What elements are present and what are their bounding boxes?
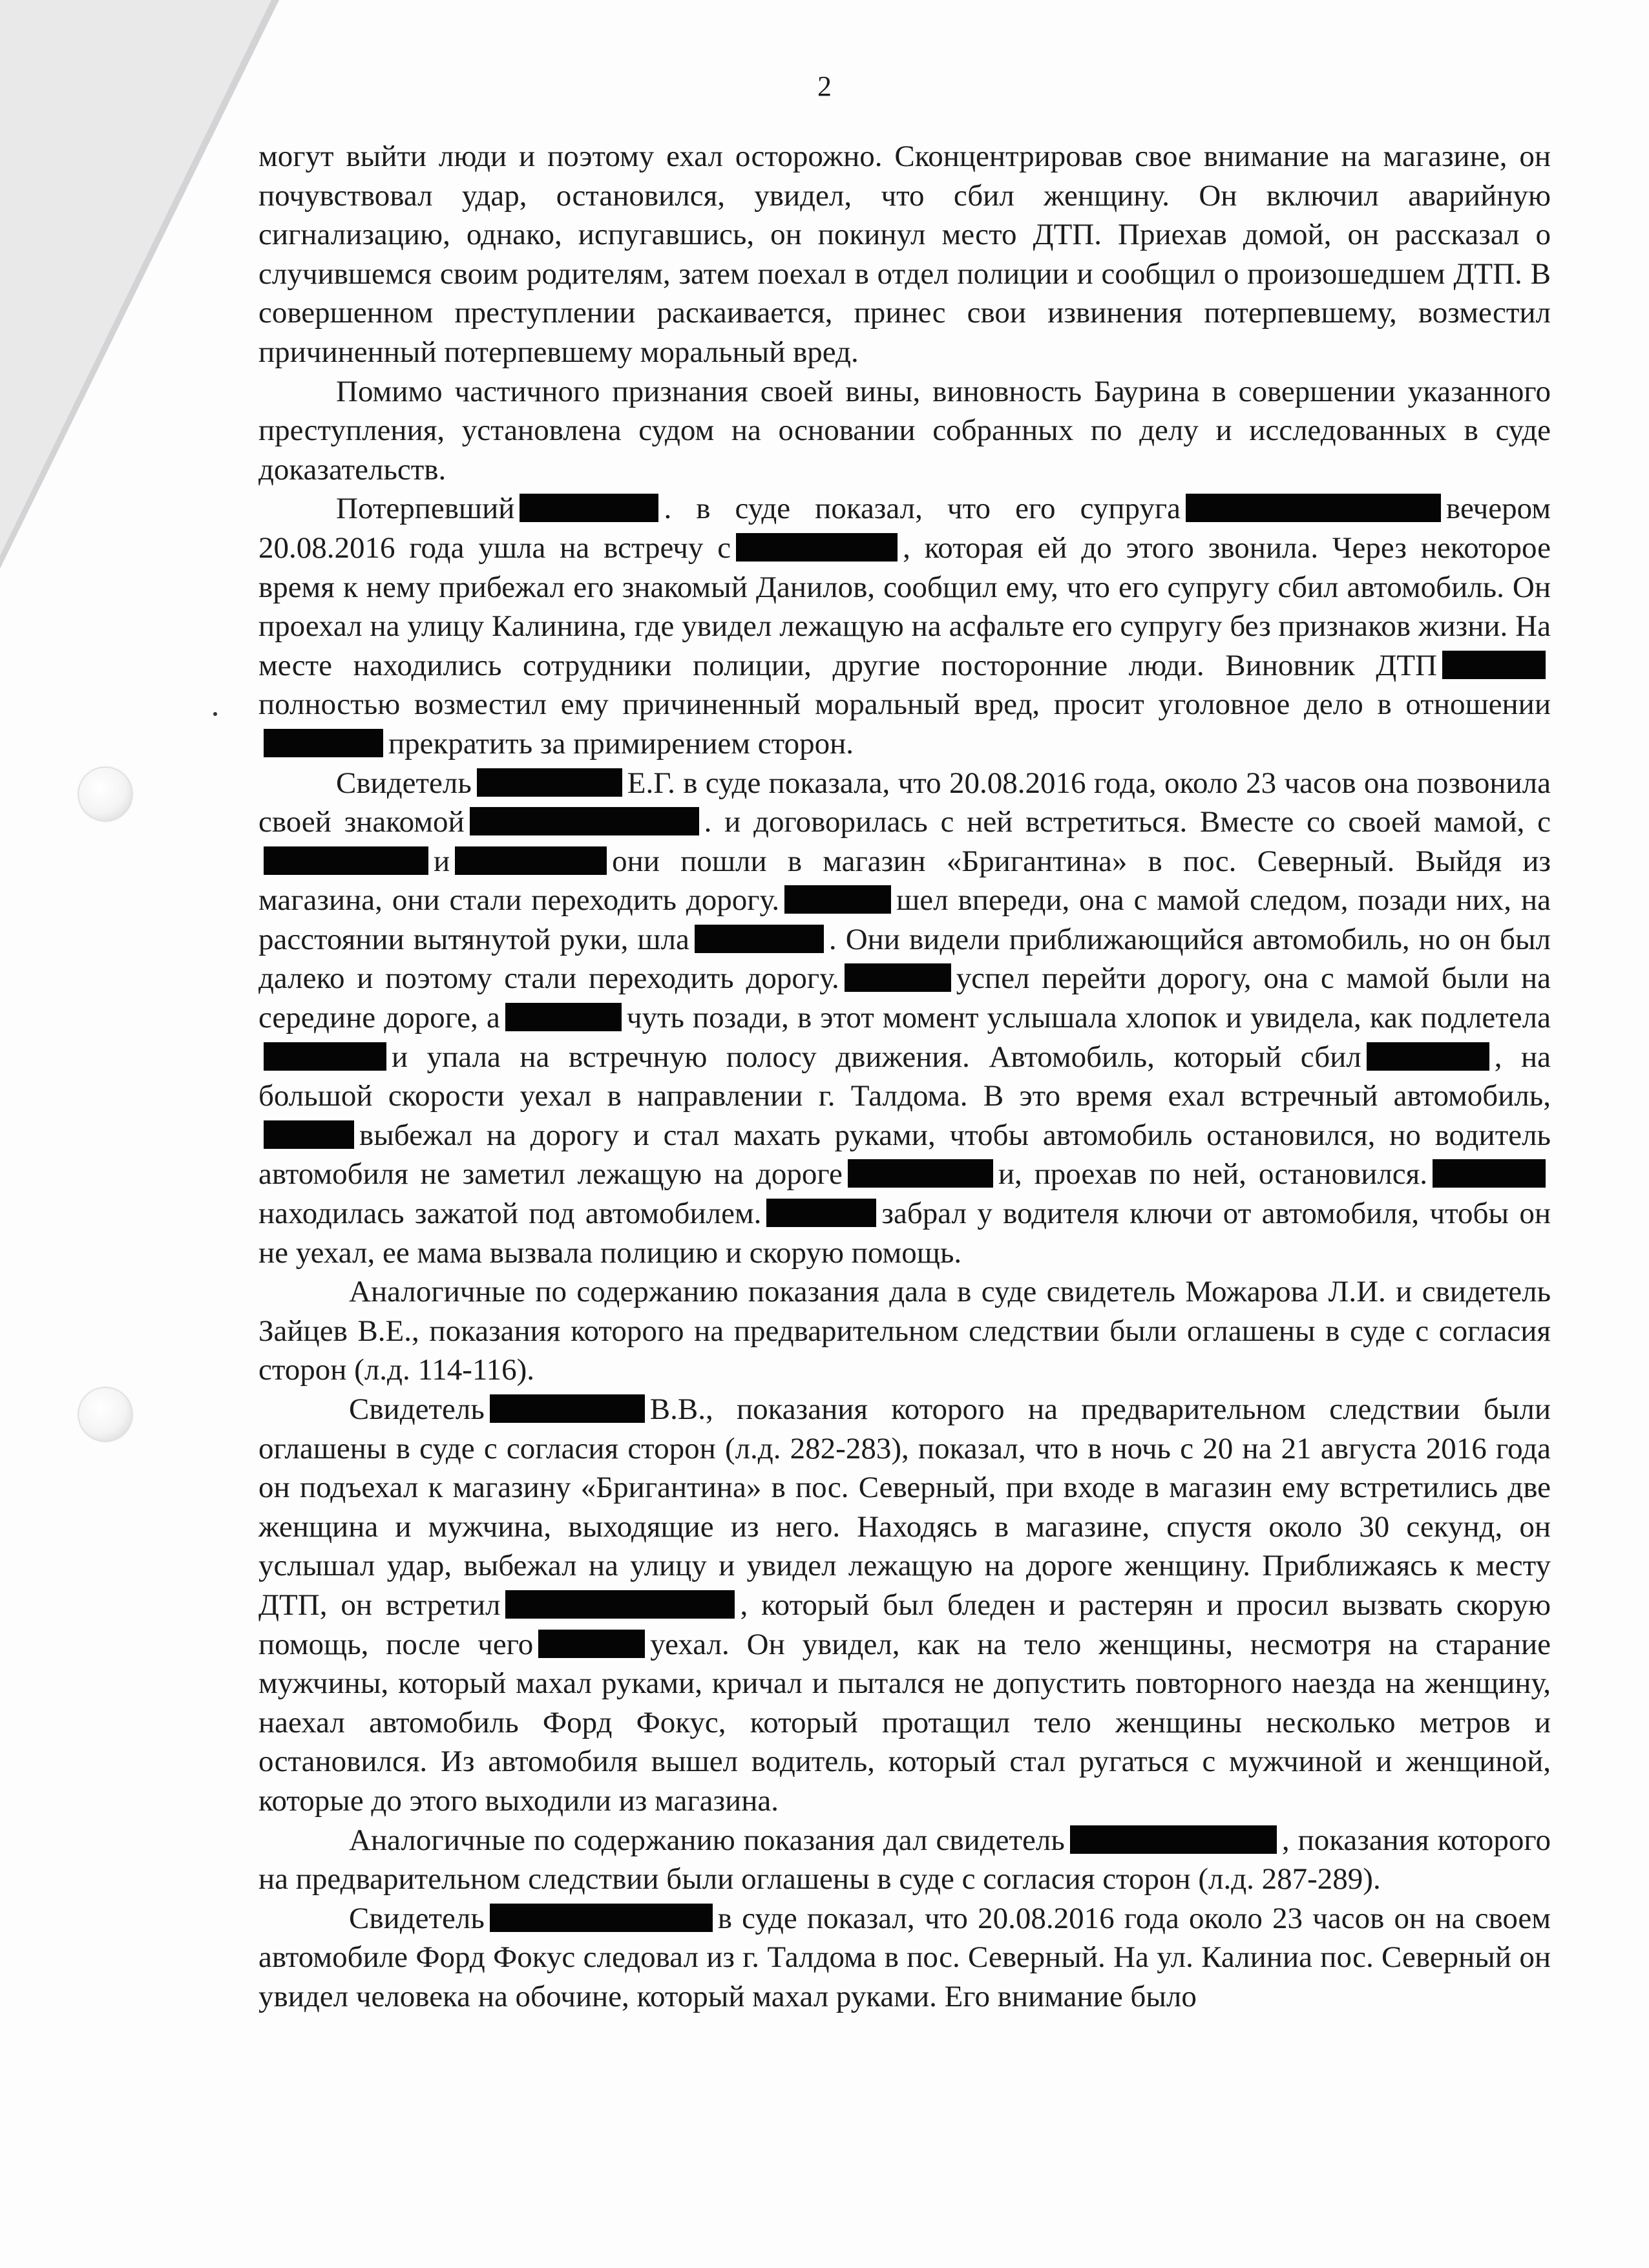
redaction-box (736, 533, 898, 562)
redaction-box (477, 768, 622, 797)
redaction-box (1367, 1042, 1489, 1071)
text-fragment: и (434, 844, 450, 878)
text-fragment: Свидетель (349, 1392, 485, 1426)
text-fragment: Потерпевший (336, 492, 515, 526)
text-fragment: Помимо частичного признания своей вины, виновность Баурина в совершении указанного преступления, установлена судом на основании собранных по делу и исследованных в суде доказательств. (258, 374, 1551, 487)
redaction-box (845, 963, 951, 992)
text-fragment: они пошли в магазин «Бригантина» в пос. Северный. Выйдя из магазина, они стали переходить дорогу. (258, 844, 1551, 918)
redaction-box (848, 1159, 993, 1188)
redaction-box (505, 1003, 622, 1031)
text-fragment: . в суде показал, что его супруга (664, 492, 1181, 526)
text-fragment: и упала на встречную полосу движения. Автомобиль, который сбил (392, 1040, 1361, 1074)
paragraph-1 (258, 137, 1551, 372)
paragraph-4 (258, 764, 1551, 1273)
text-fragment: и, проехав по ней, остановился. (998, 1157, 1427, 1192)
redaction-box (505, 1590, 735, 1619)
redaction-box (264, 846, 428, 875)
text-fragment: находилась зажатой под автомобилем. (258, 1197, 762, 1231)
text-fragment: прекратить за примирением сторон. (388, 726, 854, 761)
redaction-box (490, 1904, 713, 1932)
redaction-box (264, 1120, 354, 1149)
paragraph-3 (258, 489, 1551, 763)
text-fragment: в суде показал, что 20.08.2016 года около 23 часов он на своем автомобиле Форд Фокус следовал из г. Талдома в пос. Северный. На ул. Калиниа пос. Северный он увидел человека на обочине, который махал руками. Его внимание было (258, 1901, 1551, 2013)
redaction-box (695, 925, 824, 953)
text-fragment: чуть позади, в этот момент услышала хлопок и увидела, как подлетела (626, 1001, 1551, 1035)
redaction-box (264, 1042, 386, 1071)
redaction-box (1070, 1825, 1277, 1854)
text-fragment: шел впереди, она с мамой следом, позади них, на расстоянии вытянутой руки, шла (258, 883, 1551, 956)
text-fragment: вечером 20.08.2016 года ушла на встречу с (258, 492, 1551, 565)
paragraph-8 (258, 1899, 1551, 2017)
text-fragment: уехал. Он увидел, как на тело женщины, несмотря на старание мужчины, который махал руками, кричал и пытался не допустить повторного наезда на женщину, наехал автомобиль Форд Фокус, который протащил тело женщины несколько метров и остановился. Из автомобиля вышел водитель, который стал ругаться с мужчиной и женщиной, которые до этого выходили из магазина. (258, 1627, 1551, 1818)
text-fragment: , которая ей до этого звонила. Через некоторое время к нему прибежал его знакомый Данилов, сообщил ему, что его супругу сбил автомобиль. Он проехал на улицу Калинина, где увидел лежащую на асфальте его супругу без признаков жизни. На месте находились сотрудники полиции, другие посторонние люди. Виновник ДТП (258, 530, 1551, 682)
paragraph-7 (258, 1821, 1551, 1899)
punch-hole-bottom (79, 1388, 132, 1441)
text-fragment: Свидетель (349, 1901, 485, 1935)
redaction-box (264, 729, 383, 757)
text-fragment: , который был бледен и растерян и просил вызвать скорую помощь, после чего (258, 1588, 1551, 1661)
text-fragment: В.В., показания которого на предварительном следствии были оглашены в суде с согласия сторон (л.д. 282-283), показал, что в ночь с 20 на 21 августа 2016 года он подъехал к магазину «Бригантина» в пос. Северный, при входе в магазин ему встретились две женщина и мужчина, выходящие из него. Находясь в магазине, спустя около 30 секунд, он услышал удар, выбежал на улицу и увидел лежащую на дороге женщину. Приближаясь к месту ДТП, он встретил (258, 1392, 1551, 1622)
text-fragment: успел перейти дорогу, она с мамой были на середине дороге, а (258, 961, 1551, 1035)
text-fragment: Аналогичные по содержанию показания дал свидетель (349, 1823, 1065, 1857)
redaction-box (1442, 651, 1546, 679)
redaction-box (1433, 1159, 1546, 1188)
document-body (258, 137, 1551, 2017)
text-fragment: Аналогичные по содержанию показания дала в суде свидетель Можарова Л.И. и свидетель Зайцев В.Е., показания которого на предварительном следствии были оглашены в суде с согласия сторон (л.д. 114-116). (258, 1275, 1551, 1387)
text-fragment: Е.Г. в суде показала, что 20.08.2016 года, около 23 часов она позвонила своей знакомой (258, 766, 1551, 839)
redaction-box (538, 1630, 645, 1658)
redaction-box (455, 846, 607, 875)
paragraph-2 (258, 372, 1551, 490)
redaction-box (520, 494, 658, 522)
paragraph-6 (258, 1390, 1551, 1821)
text-fragment: могут выйти люди и поэтому ехал осторожно. Сконцентрировав свое внимание на магазине, он почувствовал удар, остановился, увидел, что сбил женщину. Он включил аварийную сигнализацию, однако, испугавшись, он покинул место ДТП. Приехав домой, он рассказал о случившемся своим родителям, затем поехал в отдел полиции и сообщил о произошедшем ДТП. В совершенном преступлении раскаивается, принес свои извинения потерпевшему, возместил причиненный потерпевшему моральный вред. (258, 140, 1551, 369)
redaction-box (784, 885, 891, 914)
text-fragment: , на большой скорости уехал в направлении г. Талдома. В это время ехал встречный автомобиль, (258, 1040, 1551, 1113)
text-fragment: забрал у водителя ключи от автомобиля, чтобы он не уехал, ее мама вызвала полицию и скорую помощь. (258, 1197, 1551, 1270)
text-fragment: . и договорилась с ней встретиться. Вместе со своей мамой, с (704, 805, 1551, 839)
text-fragment: полностью возместил ему причиненный моральный вред, просит уголовное дело в отношении (258, 688, 1551, 722)
page-number: 2 (817, 70, 832, 102)
redaction-box (766, 1199, 876, 1227)
paragraph-5 (258, 1272, 1551, 1390)
text-fragment: Свидетель (336, 766, 472, 800)
redaction-box (470, 807, 699, 835)
redaction-box (490, 1394, 645, 1423)
scan-speck (213, 712, 217, 716)
text-fragment: . Они видели приближающийся автомобиль, но он был далеко и поэтому стали переходить дорогу. (258, 922, 1551, 996)
punch-hole-top (79, 768, 132, 821)
redaction-box (1186, 494, 1441, 522)
text-fragment: , показания которого на предварительном следствии были оглашены в суде с согласия сторон (л.д. 287-289). (258, 1823, 1551, 1896)
text-fragment: выбежал на дорогу и стал махать руками, чтобы автомобиль остановился, но водитель автомобиля не заметил лежащую на дороге (258, 1118, 1551, 1192)
